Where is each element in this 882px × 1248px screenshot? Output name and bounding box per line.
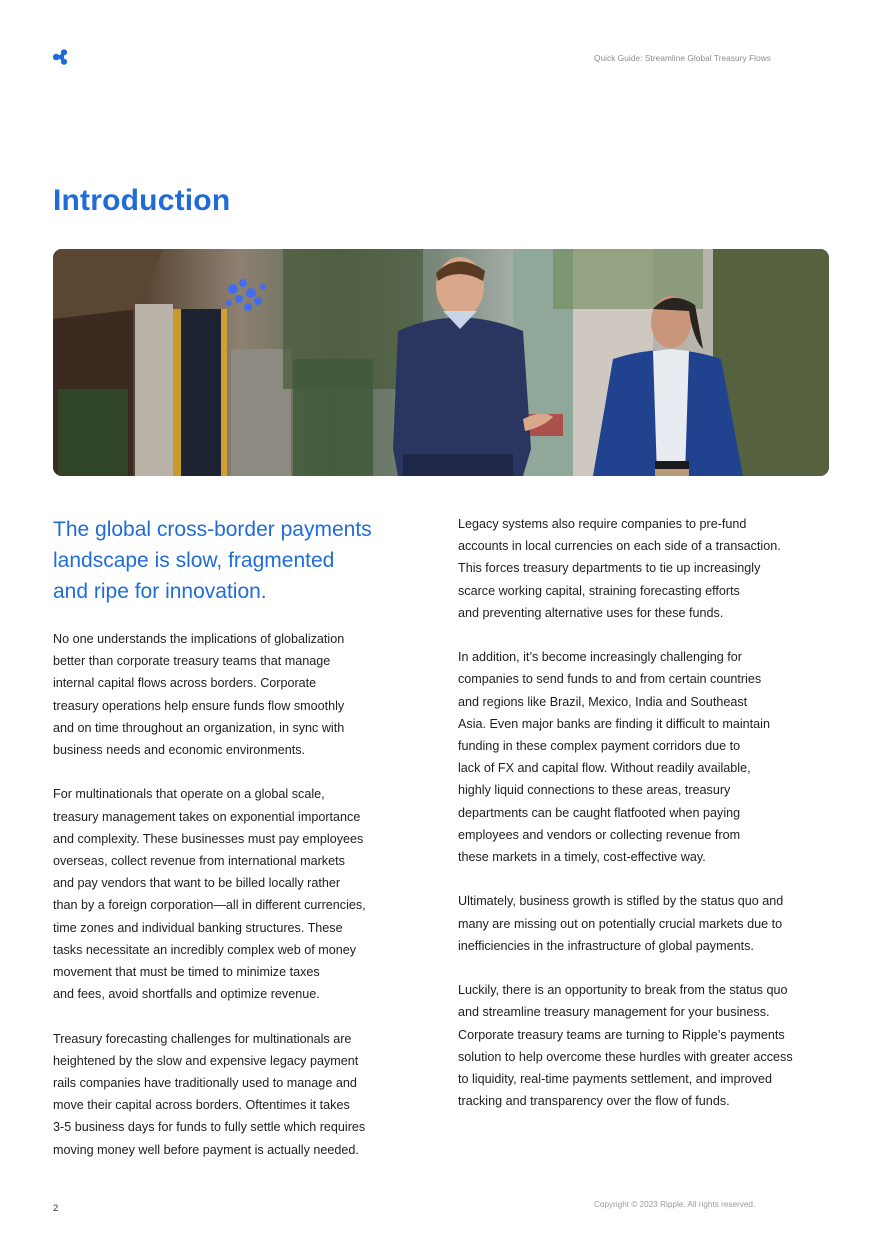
text-line: better than corporate treasury teams that manage [53, 654, 331, 669]
text-line: scarce working capital, straining forecasting efforts [458, 583, 740, 598]
running-header-title: Quick Guide: Streamline Global Treasury Flows [594, 54, 771, 63]
text-line: solution to help overcome these hurdles with greater access [458, 1049, 793, 1064]
text-line: and on time throughout an organization, in sync with [53, 720, 345, 735]
text-line: Corporate treasury teams are turning to Ripple’s payments [458, 1027, 785, 1042]
text-line: internal capital flows across borders. Corporate [53, 676, 317, 691]
subheading-line: and ripe for innovation. [53, 580, 267, 603]
text-line: In addition, it’s become increasingly challenging for [458, 650, 742, 665]
text-line: business needs and economic environments. [53, 743, 306, 758]
hero-photo [53, 249, 829, 476]
text-line: and pay vendors that want to be billed locally rather [53, 876, 341, 891]
text-line: move their capital across borders. Oftentimes it takes [53, 1098, 350, 1113]
text-line: companies to send funds to and from certain countries [458, 672, 762, 687]
text-line: time zones and individual banking structures. These [53, 920, 343, 935]
paragraph-globalization [53, 628, 418, 761]
text-line: tracking and transparency over the flow of funds. [458, 1094, 730, 1109]
paragraph-legacy-systems [458, 513, 828, 624]
text-line: funding in these complex payment corridors due to [458, 739, 741, 754]
text-line: Asia. Even major banks are finding it difficult to maintain [458, 716, 770, 731]
paragraph-opportunity [458, 979, 828, 1112]
paragraph-growth-stifled [458, 890, 828, 957]
section-subheading [53, 514, 423, 607]
text-line: to liquidity, real-time payments settlement, and improved [458, 1072, 773, 1087]
text-line: For multinationals that operate on a global scale, [53, 787, 325, 802]
page-title: Introduction [53, 184, 231, 217]
left-text-column [53, 628, 418, 1183]
street-scene-illustration [53, 249, 829, 476]
text-line: many are missing out on potentially crucial markets due to [458, 916, 783, 931]
subheading-line: landscape is slow, fragmented [53, 549, 335, 572]
text-line: treasury operations help ensure funds flow smoothly [53, 698, 345, 713]
text-line: movement that must be timed to minimize taxes [53, 965, 320, 980]
text-line: inefficiencies in the infrastructure of global payments. [458, 938, 754, 953]
text-line: moving money well before payment is actually needed. [53, 1142, 359, 1157]
text-line: Luckily, there is an opportunity to break from the status quo [458, 983, 788, 998]
text-line: and preventing alternative uses for these funds. [458, 605, 724, 620]
subheading-line: The global cross-border payments [53, 518, 372, 541]
ripple-logo-icon [52, 48, 70, 66]
page-number: 2 [53, 1203, 59, 1214]
text-line: treasury management takes on exponential importance [53, 809, 361, 824]
text-line: and fees, avoid shortfalls and optimize revenue. [53, 987, 320, 1002]
text-line: Ultimately, business growth is stifled by the status quo and [458, 894, 784, 909]
right-text-column [458, 513, 828, 1135]
text-line: departments can be caught flatfooted when paying [458, 805, 741, 820]
text-line: overseas, collect revenue from international markets [53, 854, 345, 869]
paragraph-emerging-markets [458, 646, 828, 868]
paragraph-forecasting [53, 1028, 418, 1161]
text-line: and regions like Brazil, Mexico, India and Southeast [458, 694, 748, 709]
text-line: Legacy systems also require companies to pre-fund [458, 517, 747, 531]
text-line: No one understands the implications of globalization [53, 632, 345, 646]
text-line: tasks necessitate an incredibly complex web of money [53, 942, 357, 957]
paragraph-multinationals [53, 783, 418, 1005]
text-line: and streamline treasury management for your business. [458, 1005, 770, 1020]
text-line: lack of FX and capital flow. Without readily available, [458, 761, 751, 776]
text-line: Treasury forecasting challenges for multinationals are [53, 1031, 352, 1046]
text-line: and complexity. These businesses must pay employees [53, 831, 364, 846]
text-line: This forces treasury departments to tie up increasingly [458, 561, 761, 576]
text-line: highly liquid connections to these areas, treasury [458, 783, 731, 798]
text-line: accounts in local currencies on each side of a transaction. [458, 539, 781, 554]
text-line: these markets in a timely, cost-effective way. [458, 850, 706, 865]
text-line: than by a foreign corporation—all in different currencies, [53, 898, 366, 913]
text-line: heightened by the slow and expensive legacy payment [53, 1053, 359, 1068]
text-line: 3-5 business days for funds to fully settle which requires [53, 1120, 366, 1135]
text-line: employees and vendors or collecting revenue from [458, 827, 741, 842]
text-line: rails companies have traditionally used to manage and [53, 1076, 357, 1091]
copyright-notice: Copyright © 2023 Ripple. All rights reserved. [594, 1200, 756, 1209]
